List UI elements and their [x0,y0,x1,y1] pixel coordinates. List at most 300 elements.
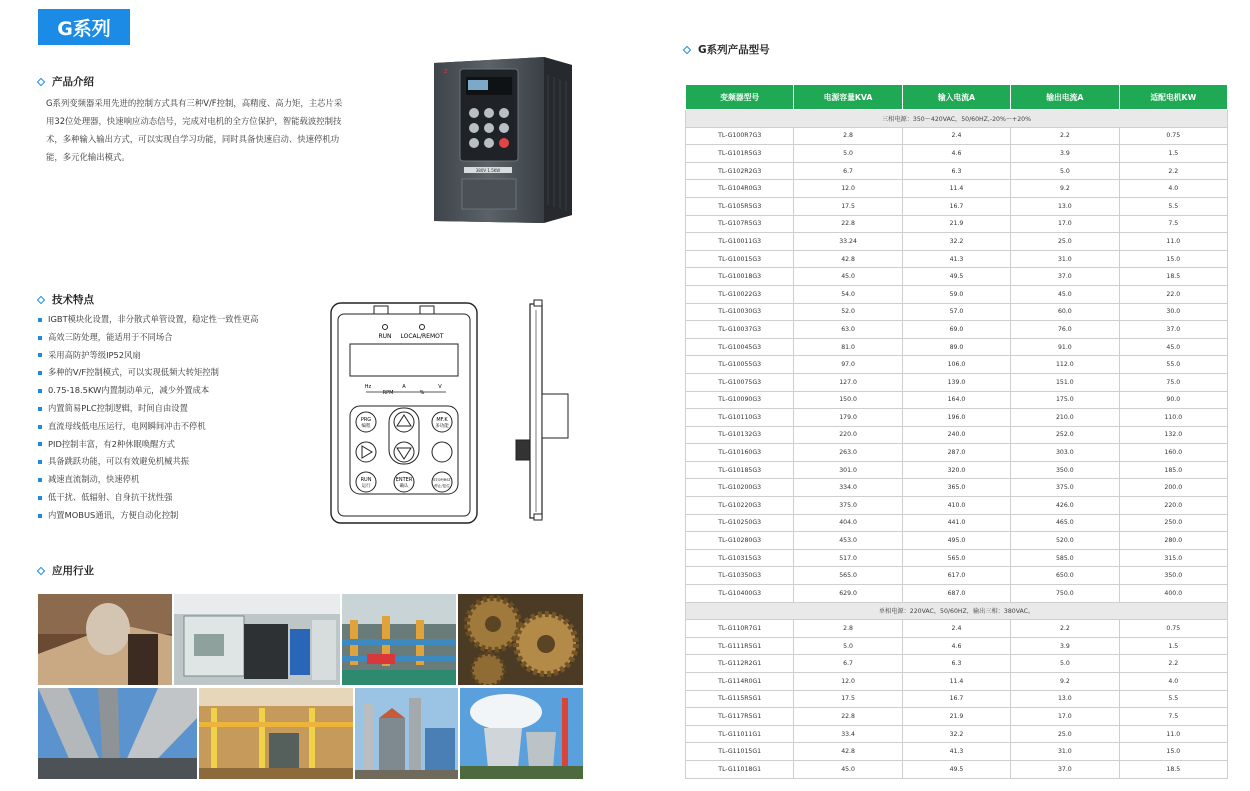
photo-chimneys [38,688,197,779]
table-row [686,673,1228,691]
table-cell: 2.2 [1119,162,1227,180]
table-cell: 33.4 [794,725,902,743]
table-cell: 13.0 [1011,197,1119,215]
features-title [38,292,94,307]
feature-item [38,489,258,507]
bullet-icon [38,353,42,357]
table-row [686,391,1228,409]
table-cell: 1.5 [1119,637,1227,655]
feature-item [38,400,258,418]
table-cell: TL-G105R5G3 [686,197,794,215]
header-model: 变频器型号 [686,85,794,110]
table-cell: TL-G101R5G3 [686,145,794,163]
table-cell: 45.0 [794,760,902,778]
enter-key-top: ENTER [395,477,413,483]
table-cell: TL-G10220G3 [686,497,794,515]
feature-item [38,418,258,436]
table-cell: TL-G10090G3 [686,391,794,409]
keypad-drawing [330,302,478,524]
table-cell: TL-G10350G3 [686,567,794,585]
table-cell: 25.0 [1011,233,1119,251]
bullet-icon [38,442,42,446]
table-cell: 334.0 [794,479,902,497]
table-cell: 375.0 [794,497,902,515]
table-row [686,373,1228,391]
table-cell: 164.0 [902,391,1010,409]
table-cell: 17.0 [1011,708,1119,726]
table-cell: 12.0 [794,673,902,691]
table-cell: 5.5 [1119,690,1227,708]
table-cell: TL-G10160G3 [686,444,794,462]
intro-title-text: 产品介绍 [52,76,94,88]
table-cell: 17.5 [794,197,902,215]
table-cell: 31.0 [1011,250,1119,268]
table-row [686,514,1228,532]
feature-text: 0.75-18.5KW内置制动单元，减少外置成本 [48,385,210,396]
table-cell: 49.5 [902,268,1010,286]
feature-item [38,364,258,382]
table-cell: 520.0 [1011,532,1119,550]
table-row [686,567,1228,585]
table-cell: TL-G10037G3 [686,321,794,339]
table-cell: TL-G111R5G1 [686,637,794,655]
table-cell: 175.0 [1011,391,1119,409]
header-input-current: 输入电流A [902,85,1010,110]
table-cell: 9.2 [1011,180,1119,198]
photo-wood-worker [38,594,172,685]
table-cell: TL-G10075G3 [686,373,794,391]
table-cell: 60.0 [1011,303,1119,321]
table-cell: 5.0 [794,145,902,163]
table-cell: 2.8 [794,620,902,638]
svg-text:Z: Z [444,69,448,75]
bullet-icon [38,336,42,340]
table-cell: 17.0 [1011,215,1119,233]
feature-text: 减速直流制动，快速停机 [48,474,140,485]
table-cell: 21.9 [902,215,1010,233]
table-cell: 42.8 [794,250,902,268]
table-cell: 426.0 [1011,497,1119,515]
table-cell: 453.0 [794,532,902,550]
table-cell: TL-G10015G3 [686,250,794,268]
table-cell: 97.0 [794,356,902,374]
table-cell: 200.0 [1119,479,1227,497]
photo-power-plant [460,688,583,779]
table-cell: 31.0 [1011,743,1119,761]
table-row [686,637,1228,655]
table-cell: 2.2 [1011,127,1119,145]
table-cell: 1.5 [1119,145,1227,163]
application-title [38,563,94,578]
table-cell: 33.24 [794,233,902,251]
table-cell: TL-G114R0G1 [686,673,794,691]
feature-text: 直流母线低电压运行，电网瞬间冲击不停机 [48,420,206,431]
table-cell: 3.9 [1011,637,1119,655]
photo-pipes [342,594,456,685]
table-cell: 301.0 [794,461,902,479]
table-cell: 41.3 [902,743,1010,761]
table-cell: 59.0 [902,285,1010,303]
table-cell: TL-G10018G3 [686,268,794,286]
table-cell: TL-G115R5G1 [686,690,794,708]
table-cell: TL-G11018G1 [686,760,794,778]
table-row [686,760,1228,778]
feature-text: 高效三防处理，能适用于不同场合 [48,331,173,342]
table-cell: 37.0 [1011,268,1119,286]
table-cell: 220.0 [1119,497,1227,515]
table-cell: 11.4 [902,180,1010,198]
table-cell: 160.0 [1119,444,1227,462]
unit-pct: % [419,390,425,396]
table-cell: 4.6 [902,145,1010,163]
table-cell: 7.5 [1119,215,1227,233]
group-label: 三相电源：350～420VAC，50/60HZ,-20%～+20% [686,110,1228,128]
run-key-top: RUN [360,477,372,483]
table-cell: 375.0 [1011,479,1119,497]
table-cell: TL-G10400G3 [686,585,794,603]
table-cell: TL-G10250G3 [686,514,794,532]
table-cell: TL-G11011G1 [686,725,794,743]
stop-key-bottom: 停止/复位 [434,484,450,488]
table-cell: 5.0 [1011,162,1119,180]
table-cell: 4.0 [1119,673,1227,691]
table-cell: TL-G107R5G3 [686,215,794,233]
table-cell: 441.0 [902,514,1010,532]
table-row [686,426,1228,444]
table-row [686,197,1228,215]
diamond-icon [683,45,691,53]
feature-item [38,436,258,454]
table-cell: 5.0 [794,637,902,655]
feature-item [38,347,258,365]
table-cell: 4.6 [902,637,1010,655]
table-cell: 22.8 [794,708,902,726]
table-cell: TL-G10022G3 [686,285,794,303]
feature-text: 采用高防护等级IP52风扇 [48,349,141,360]
table-cell: 365.0 [902,479,1010,497]
table-cell: TL-G104R0G3 [686,180,794,198]
table-title [684,42,770,57]
feature-item [38,471,258,489]
table-cell: 220.0 [794,426,902,444]
table-cell: 2.2 [1011,620,1119,638]
table-cell: 16.7 [902,690,1010,708]
group-label: 单相电源：220VAC，50/60HZ，输出三相：380VAC。 [686,602,1228,620]
table-cell: 45.0 [1011,285,1119,303]
feature-text: PID控制丰富，有2种休眠唤醒方式 [48,438,175,449]
table-row [686,497,1228,515]
table-cell: TL-G10315G3 [686,549,794,567]
table-cell: 106.0 [902,356,1010,374]
bullet-icon [38,460,42,464]
feature-item [38,382,258,400]
table-cell: 17.5 [794,690,902,708]
table-cell: 89.0 [902,338,1010,356]
table-cell: 9.2 [1011,673,1119,691]
table-cell: 127.0 [794,373,902,391]
table-cell: TL-G10030G3 [686,303,794,321]
feature-item [38,453,258,471]
series-badge: G系列 [38,9,130,45]
bullet-icon [38,478,42,482]
diamond-icon [37,295,45,303]
table-cell: 22.0 [1119,285,1227,303]
photo-warehouse [199,688,353,779]
table-row [686,215,1228,233]
table-row [686,180,1228,198]
diamond-icon [37,77,45,85]
table-cell: 315.0 [1119,549,1227,567]
table-cell: 12.0 [794,180,902,198]
table-cell: 617.0 [902,567,1010,585]
table-cell: 16.7 [902,197,1010,215]
table-cell: 5.5 [1119,197,1227,215]
table-cell: 4.0 [1119,180,1227,198]
feature-item [38,311,258,329]
features-list [38,311,258,525]
table-cell: 15.0 [1119,250,1227,268]
table-cell: 3.9 [1011,145,1119,163]
table-row [686,233,1228,251]
table-row [686,338,1228,356]
table-cell: 151.0 [1011,373,1119,391]
table-cell: 18.5 [1119,760,1227,778]
table-cell: TL-G102R2G3 [686,162,794,180]
table-cell: 15.0 [1119,743,1227,761]
table-row [686,461,1228,479]
table-cell: 11.0 [1119,725,1227,743]
feature-text: 多种的V/F控制模式，可以实现低频大转矩控制 [48,367,219,378]
table-cell: TL-G10185G3 [686,461,794,479]
table-cell: 90.0 [1119,391,1227,409]
table-row [686,321,1228,339]
table-row [686,532,1228,550]
table-cell: 2.4 [902,127,1010,145]
table-cell: 91.0 [1011,338,1119,356]
table-cell: 30.0 [1119,303,1227,321]
table-cell: 7.5 [1119,708,1227,726]
diamond-icon [37,566,45,574]
table-cell: 54.0 [794,285,902,303]
feature-text: IGBT模块化设置，非分散式单管设置，稳定性一致性更高 [48,314,259,324]
prg-key-top: PRG [360,417,372,423]
table-row [686,655,1228,673]
table-cell: 517.0 [794,549,902,567]
table-cell: 6.3 [902,655,1010,673]
table-cell: 18.5 [1119,268,1227,286]
feature-text: 具备跳跃功能，可以有效避免机械共振 [48,456,190,467]
table-cell: TL-G10011G3 [686,233,794,251]
table-cell: 75.0 [1119,373,1227,391]
intro-text: G系列变频器采用先进的控制方式具有三种V/F控制，高精度、高力矩，主芯片采用32位处理器，快速响应动态信号，完成对电机的全方位保护，智能载波控制技术，多种输入输出方式，可以实现自学习功能，同时具备快速启动、快速停机功能，多元化输出模式。 [46,98,343,162]
table-cell: 5.0 [1011,655,1119,673]
table-cell: 2.4 [902,620,1010,638]
table-cell: 410.0 [902,497,1010,515]
table-group-row [686,110,1228,128]
unit-hz: Hz [364,384,372,390]
bullet-icon [38,425,42,429]
prg-key-bottom: 编程 [361,424,371,429]
table-cell: 263.0 [794,444,902,462]
table-group-row [686,602,1228,620]
table-cell: 45.0 [1119,338,1227,356]
model-table [685,84,1228,779]
bullet-icon [38,407,42,411]
table-cell: 32.2 [902,233,1010,251]
table-row [686,690,1228,708]
table-cell: TL-G10110G3 [686,409,794,427]
table-cell: 240.0 [902,426,1010,444]
photo-gears [458,594,583,685]
table-row [686,725,1228,743]
table-cell: TL-G10280G3 [686,532,794,550]
unit-v: V [438,384,442,390]
table-cell: 112.0 [1011,356,1119,374]
table-cell: TL-G10200G3 [686,479,794,497]
run-key-bottom: 运行 [361,484,371,489]
table-cell: 2.2 [1119,655,1227,673]
stop-key-top: STOP/RST [433,478,451,482]
table-row [686,268,1228,286]
table-cell: 565.0 [902,549,1010,567]
table-cell: TL-G10055G3 [686,356,794,374]
table-row [686,444,1228,462]
table-cell: TL-G100R7G3 [686,127,794,145]
table-cell: TL-G10045G3 [686,338,794,356]
photo-cement-plant [355,688,458,779]
mf-key-bottom: 多功能 [435,424,449,429]
application-title-text: 应用行业 [52,565,94,577]
table-cell: TL-G112R2G1 [686,655,794,673]
table-cell: 81.0 [794,338,902,356]
table-header-row [686,85,1228,110]
table-cell: TL-G10132G3 [686,426,794,444]
table-cell: 280.0 [1119,532,1227,550]
table-cell: 76.0 [1011,321,1119,339]
bullet-icon [38,389,42,393]
table-cell: 132.0 [1119,426,1227,444]
table-cell: 179.0 [794,409,902,427]
enter-key-bottom: 确认 [399,484,409,489]
table-row [686,708,1228,726]
table-cell: 287.0 [902,444,1010,462]
table-cell: 150.0 [794,391,902,409]
run-led-label: RUN [378,333,392,340]
bullet-icon [38,496,42,500]
table-cell: 0.75 [1119,127,1227,145]
bullet-icon [38,514,42,518]
table-cell: 41.3 [902,250,1010,268]
table-row [686,549,1228,567]
table-row [686,585,1228,603]
table-cell: 22.8 [794,215,902,233]
feature-text: 内置MOBUS通讯，方便自动化控制 [48,509,179,520]
table-row [686,303,1228,321]
table-cell: 210.0 [1011,409,1119,427]
table-cell: 350.0 [1011,461,1119,479]
table-cell: 585.0 [1011,549,1119,567]
table-cell: 25.0 [1011,725,1119,743]
table-cell: 250.0 [1119,514,1227,532]
table-cell: 404.0 [794,514,902,532]
table-cell: 63.0 [794,321,902,339]
table-cell: 139.0 [902,373,1010,391]
table-cell: 6.7 [794,162,902,180]
table-row [686,479,1228,497]
table-cell: 32.2 [902,725,1010,743]
inverter-photo [424,55,574,225]
table-cell: 687.0 [902,585,1010,603]
table-cell: TL-G110R7G1 [686,620,794,638]
unit-a: A [402,384,406,390]
table-cell: 320.0 [902,461,1010,479]
table-cell: 650.0 [1011,567,1119,585]
table-cell: 565.0 [794,567,902,585]
table-row [686,409,1228,427]
table-cell: 37.0 [1011,760,1119,778]
photo-cnc-machine [174,594,340,685]
table-cell: 42.8 [794,743,902,761]
features-title-text: 技术特点 [52,294,94,306]
table-cell: 11.0 [1119,233,1227,251]
table-cell: 57.0 [902,303,1010,321]
table-cell: 21.9 [902,708,1010,726]
table-cell: 110.0 [1119,409,1227,427]
feature-item [38,329,258,347]
table-cell: 0.75 [1119,620,1227,638]
local-led-label: LOCAL/REMOT [400,333,444,340]
table-title-text: G系列产品型号 [698,44,770,56]
header-kva: 电源容量KVA [794,85,902,110]
feature-text: 低干扰、低辐射、自身抗干扰性强 [48,491,173,502]
table-cell: 49.5 [902,760,1010,778]
table-cell: 400.0 [1119,585,1227,603]
table-cell: 52.0 [794,303,902,321]
table-cell: 6.7 [794,655,902,673]
table-cell: 196.0 [902,409,1010,427]
table-cell: 6.3 [902,162,1010,180]
table-cell: 11.4 [902,673,1010,691]
table-row [686,620,1228,638]
feature-text: 内置简易PLC控制逻辑，时间自由设置 [48,402,188,413]
table-row [686,162,1228,180]
table-cell: 37.0 [1119,321,1227,339]
table-row [686,356,1228,374]
mf-key-top: MF.K [436,417,448,423]
feature-item [38,507,258,525]
table-cell: 465.0 [1011,514,1119,532]
table-cell: 2.8 [794,127,902,145]
intro-title [38,74,94,89]
table-row [686,285,1228,303]
table-cell: 55.0 [1119,356,1227,374]
table-cell: 45.0 [794,268,902,286]
table-cell: TL-G11015G1 [686,743,794,761]
header-motor-kw: 适配电机KW [1119,85,1227,110]
keypad-side-drawing [512,298,572,523]
table-cell: 185.0 [1119,461,1227,479]
header-output-current: 输出电流A [1011,85,1119,110]
table-cell: 750.0 [1011,585,1119,603]
table-row [686,145,1228,163]
bullet-icon [38,318,42,322]
table-cell: 303.0 [1011,444,1119,462]
bullet-icon [38,371,42,375]
table-cell: 252.0 [1011,426,1119,444]
table-row [686,127,1228,145]
unit-rpm: RPM [382,390,394,396]
table-row [686,250,1228,268]
